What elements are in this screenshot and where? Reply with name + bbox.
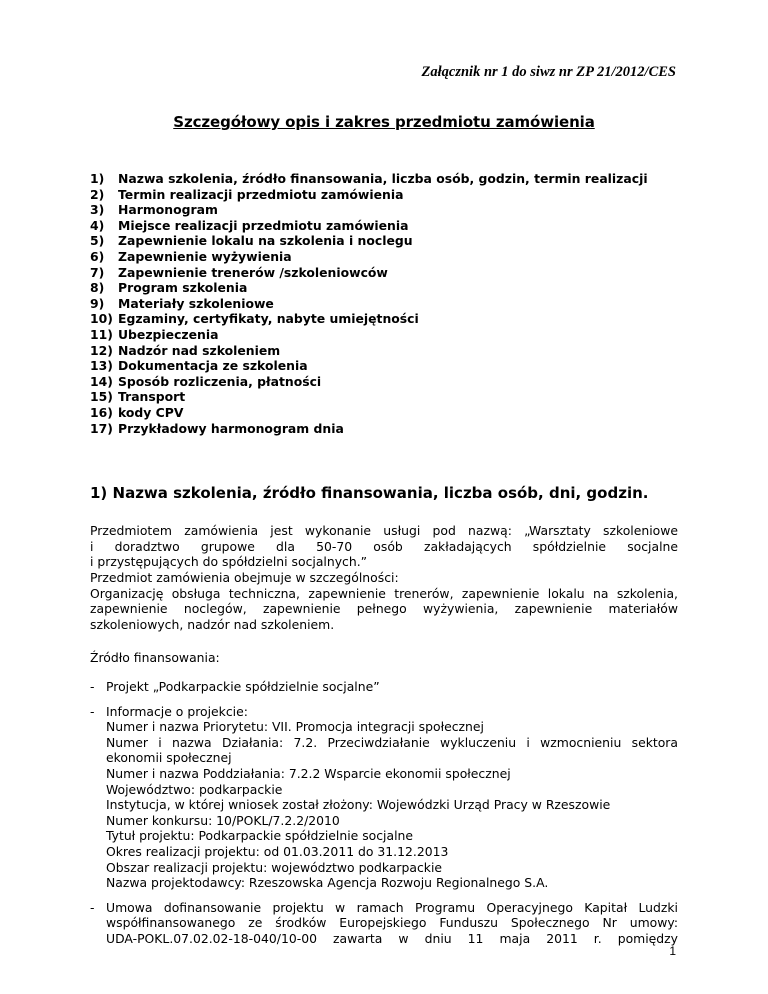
attachment-label: Załącznik nr 1 do siwz nr ZP 21/2012/CES xyxy=(421,64,676,80)
toc-item: 6) Zapewnienie wyżywienia xyxy=(90,248,292,264)
toc-item: 17) Przykładowy harmonogram dnia xyxy=(90,420,344,436)
toc-item: 1) Nazwa szkolenia, źródło finansowania, liczba osób, godzin, termin realizacji xyxy=(90,171,648,186)
toc-item: 14) Sposób rozliczenia, płatności xyxy=(90,373,322,389)
funding-label: Źródło finansowania: xyxy=(90,650,220,665)
toc-item: 12) Nadzór nad szkoleniem xyxy=(90,342,281,358)
toc-item: 3) Harmonogram xyxy=(90,202,218,218)
list-item: - Projekt „Podkarpackie spółdzielnie socjalne” xyxy=(90,679,678,695)
toc-item: 15) Transport xyxy=(90,389,186,405)
list-item: - Umowa dofinansowanie projektu w ramach Programu Operacyjnego Kapitał Ludzki współfinansowanego ze środków Europejskiego Funduszu Społecznego Nr umowy: UDA-POKL.07.02.02-18-040/10-00 zawarta w dniu 11 maja 2011 r. pomiędzy xyxy=(90,900,678,947)
toc-item: 4) Miejsce realizacji przedmiotu zamówienia xyxy=(90,217,409,233)
section-heading: 1) Nazwa szkolenia, źródło finansowania, liczba osób, dni, godzin. xyxy=(90,484,649,502)
toc-item: 10) Egzaminy, certyfikaty, nabyte umiejętności xyxy=(90,311,419,327)
toc-item: 9) Materiały szkoleniowe xyxy=(90,295,274,311)
page-number: 1 xyxy=(669,944,676,958)
table-of-contents xyxy=(90,171,648,436)
description-paragraph: Przedmiotem zamówienia jest wykonanie usługi pod nazwą: „Warsztaty szkoleniowe i doradztwo grupowe dla 50-70 osób zakładających spółdzielnie socjalne i przystępujących do spółdzielni socjalnych.” xyxy=(90,523,678,570)
scope-paragraph: Przedmiot zamówienia obejmuje w szczególności: Organizację obsługa techniczna, zapewnienie trenerów, zapewnienie lokalu na szkolenia, zapewnienie noclegów, zapewnienie pełnego wyżywienia, zapewnienie materiałów szkoleniowych, nadzór nad szkoleniem. xyxy=(90,570,678,632)
toc-item: 8) Program szkolenia xyxy=(90,280,248,296)
toc-item: 5) Zapewnienie lokalu na szkolenia i noclegu xyxy=(90,233,413,249)
toc-item: 16) kody CPV xyxy=(90,404,184,420)
toc-item: 11) Ubezpieczenia xyxy=(90,326,219,342)
toc-item: 7) Zapewnienie trenerów /szkoleniowców xyxy=(90,264,388,280)
funding-list xyxy=(90,679,678,956)
toc-item: 13) Dokumentacja ze szkolenia xyxy=(90,358,308,374)
page-title: Szczegółowy opis i zakres przedmiotu zamówienia xyxy=(173,113,595,131)
toc-item: 2) Termin realizacji przedmiotu zamówienia xyxy=(90,186,404,202)
list-item: - Informacje o projekcie: Numer i nazwa Priorytetu: VII. Promocja integracji społecznej Numer i nazwa Działania: 7.2. Przeciwdziałanie wykluczeniu i wzmocnieniu sektora ekonomii społecznej Numer i nazwa Poddziałania: 7.2.2 Wsparcie ekonomii społecznej Województwo: podkarpackie Instytucja, w której wniosek został złożony: Wojewódzki Urząd Pracy w Rzeszowie Numer konkursu: 10/POKL/7.2.2/2010 Tytuł projektu: Podkarpackie spółdzielnie socjalne Okres realizacji projektu: od 01.03.2011 do 31.12.2013 Obszar realizacji projektu: województwo podkarpackie Nazwa projektodawcy: Rzeszowska Agencja Rozwoju Regionalnego S.A. xyxy=(90,704,678,891)
